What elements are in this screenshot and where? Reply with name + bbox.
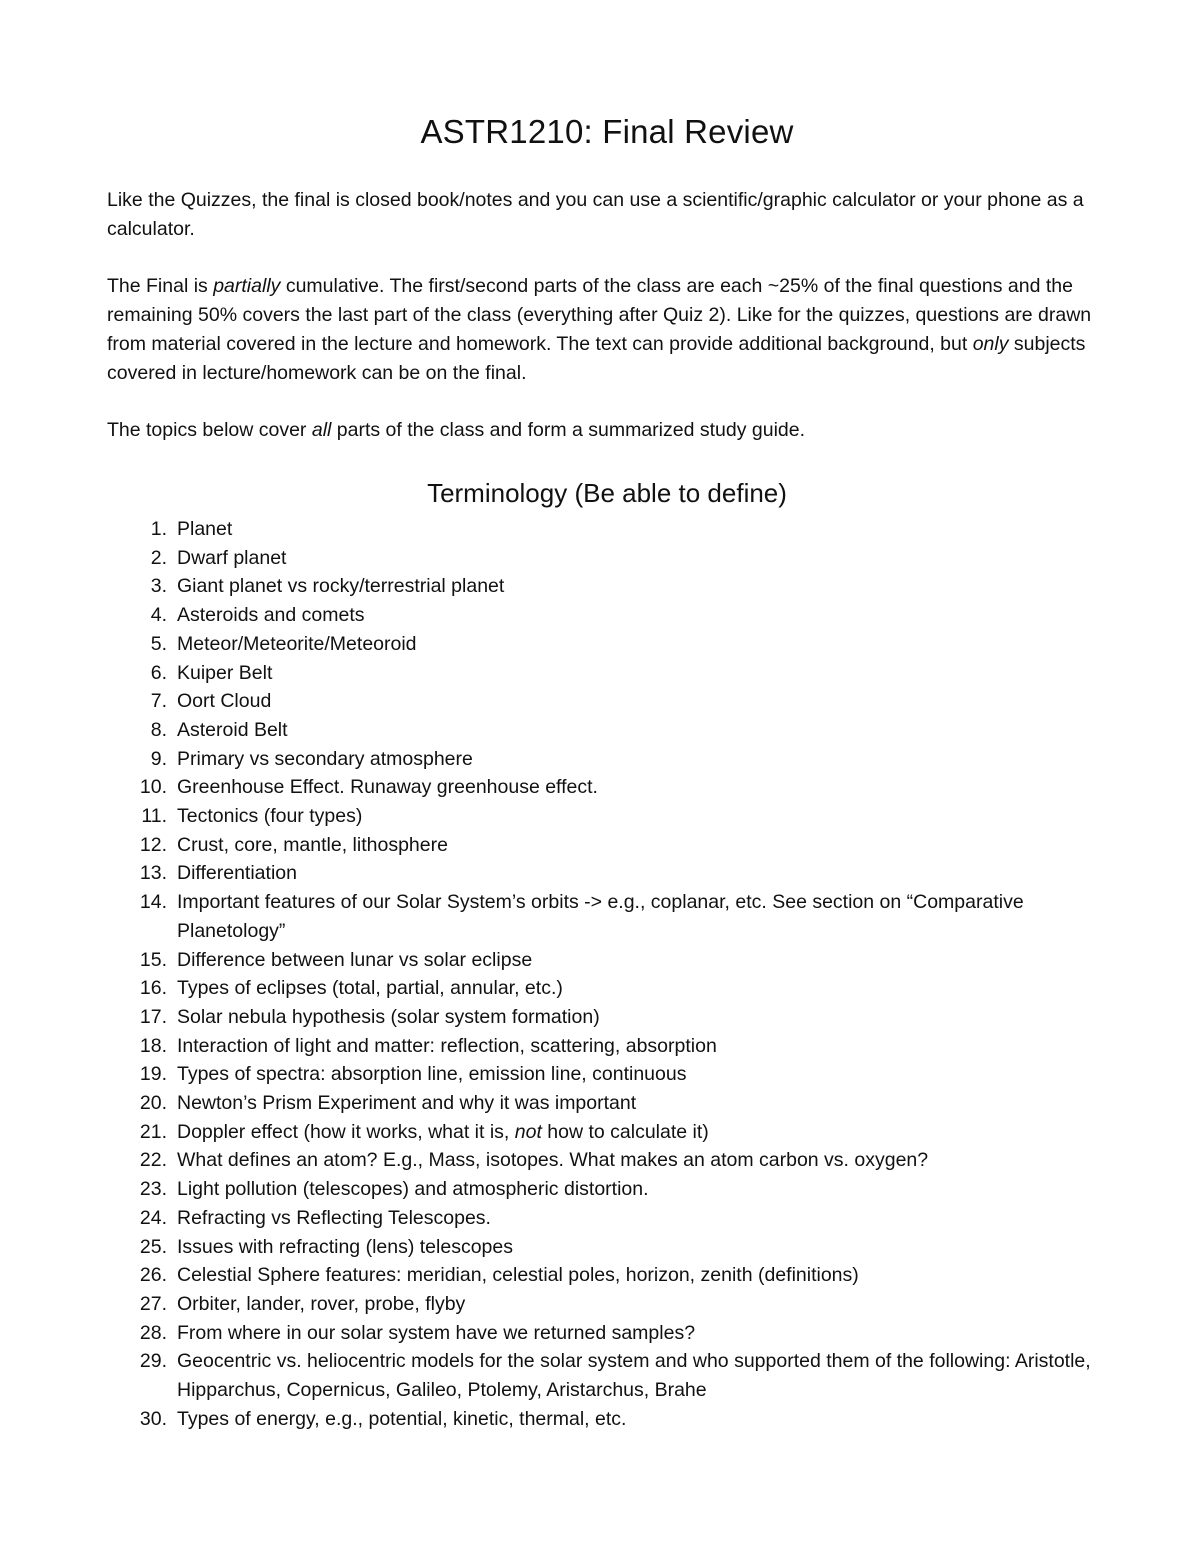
terminology-list <box>107 515 1107 1434</box>
list-item-number: 19. <box>139 1063 167 1086</box>
list-item <box>107 974 1107 1003</box>
list-item <box>107 515 1107 544</box>
list-item <box>107 544 1107 573</box>
list-item-text: Primary vs secondary atmosphere <box>177 747 473 770</box>
list-item-number: 8. <box>150 718 167 741</box>
list-item-text: Solar nebula hypothesis (solar system formation) <box>177 1005 600 1028</box>
list-item-number: 25. <box>139 1235 167 1258</box>
list-item-text: Geocentric vs. heliocentric models for the solar system and who supported them of the following: Aristotle, Hipparchus, Copernicus, Galileo, Ptolemy, Aristarchus, Brahe <box>177 1350 1091 1402</box>
list-item-number: 5. <box>150 632 167 655</box>
intro-p2-emphasis: partially <box>213 275 281 297</box>
list-item-text: Newton’s Prism Experiment and why it was important <box>177 1092 637 1115</box>
list-item-number: 15. <box>139 948 167 971</box>
terminology-heading: Terminology (Be able to define) <box>427 478 787 508</box>
list-item <box>107 773 1107 802</box>
list-item <box>107 601 1107 630</box>
intro-p3-text-a: The topics below cover <box>107 419 312 441</box>
list-item-number: 20. <box>139 1092 167 1115</box>
list-item-text: Crust, core, mantle, lithosphere <box>177 833 448 856</box>
list-item <box>107 1319 1107 1348</box>
list-item <box>107 1003 1107 1032</box>
intro-paragraph-3 <box>107 416 1107 445</box>
list-item <box>107 572 1107 601</box>
list-item <box>107 1290 1107 1319</box>
intro-p3-emphasis: all <box>311 419 332 441</box>
list-item-text: Celestial Sphere features: meridian, celestial poles, horizon, zenith (definitions) <box>177 1264 859 1287</box>
list-item-number: 18. <box>139 1034 167 1057</box>
list-item <box>107 1204 1107 1233</box>
list-item-text: Tectonics (four types) <box>177 805 363 828</box>
list-item <box>107 1347 1107 1404</box>
list-item-number: 28. <box>139 1321 167 1344</box>
list-item-text: Giant planet vs rocky/terrestrial planet <box>177 575 505 598</box>
list-item-text: Refracting vs Reflecting Telescopes. <box>177 1206 491 1229</box>
list-item-number: 7. <box>150 690 167 713</box>
list-item-number: 17. <box>139 1005 167 1028</box>
intro-paragraph-1: Like the Quizzes, the final is closed book/notes and you can use a scientific/graphic calculator or your phone as a calculator. <box>107 189 1084 240</box>
list-item-number: 6. <box>150 661 167 684</box>
list-item <box>107 1261 1107 1290</box>
page-title: ASTR1210: Final Review <box>420 113 794 150</box>
list-item <box>107 659 1107 688</box>
list-item <box>107 745 1107 774</box>
list-item <box>107 1175 1107 1204</box>
list-item-number: 29. <box>139 1350 167 1373</box>
list-item <box>107 1032 1107 1061</box>
list-item <box>107 888 1107 945</box>
intro-p2-emphasis-2: only <box>972 333 1009 355</box>
list-item <box>107 831 1107 860</box>
list-item-text: Greenhouse Effect. Runaway greenhouse effect. <box>177 776 598 799</box>
intro-p2-text-b: cumulative. The first/second parts of the class are each ~25% of the final questions and the remaining 50% covers the last part of the class (everything after Quiz 2). Like for the quizzes, questions are drawn from material covered in the lecture and homework. The text can provide additional background, but <box>107 275 1092 355</box>
list-item-text: Dwarf planet <box>177 546 287 569</box>
list-item-number: 16. <box>139 977 167 1000</box>
list-item-number: 13. <box>139 862 167 885</box>
list-item-text: Important features of our Solar System’s orbits -> e.g., coplanar, etc. See section on “Comparative Planetology” <box>177 891 1024 942</box>
list-item-number: 24. <box>139 1206 167 1229</box>
list-item-number: 23. <box>139 1178 167 1201</box>
list-item-text: Interaction of light and matter: reflection, scattering, absorption <box>177 1034 717 1057</box>
list-item <box>107 1060 1107 1089</box>
list-item-number: 11. <box>141 805 167 828</box>
list-item-text: Issues with refracting (lens) telescopes <box>177 1235 513 1258</box>
list-item-text: Meteor/Meteorite/Meteoroid <box>177 632 417 655</box>
list-item-text: What defines an atom? E.g., Mass, isotopes. What makes an atom carbon vs. oxygen? <box>177 1149 929 1172</box>
list-item-number: 26. <box>139 1264 167 1287</box>
list-item-text: Asteroids and comets <box>177 604 365 627</box>
intro-p2-text-c: subjects covered in lecture/homework can be on the final. <box>107 333 1086 384</box>
list-item-text: From where in our solar system have we returned samples? <box>177 1321 696 1344</box>
list-item-number: 1. <box>150 518 167 540</box>
list-item-number: 4. <box>150 604 167 627</box>
list-item-text: Types of energy, e.g., potential, kinetic, thermal, etc. <box>177 1407 627 1430</box>
list-item-number: 3. <box>150 575 167 598</box>
list-item-number: 27. <box>139 1292 167 1315</box>
intro-p3-text-b: parts of the class and form a summarized study guide. <box>331 419 806 441</box>
list-item <box>107 1233 1107 1262</box>
list-item-number: 22. <box>139 1149 167 1172</box>
list-item-text: Kuiper Belt <box>177 661 273 684</box>
document-page <box>107 108 1107 1434</box>
list-item <box>107 1118 1107 1147</box>
list-item <box>107 946 1107 975</box>
intro-p2-text-a: The Final is <box>107 275 214 297</box>
list-item-text: Doppler effect (how it works, what it is, <box>177 1120 515 1143</box>
list-item <box>107 1405 1107 1434</box>
list-item-text: how to calculate it) <box>541 1120 709 1143</box>
list-item <box>107 1146 1107 1175</box>
list-item-number: 30. <box>139 1407 167 1430</box>
list-item <box>107 1089 1107 1118</box>
list-item-emphasis: not <box>514 1120 542 1143</box>
list-item-number: 12. <box>139 833 167 856</box>
list-item-text: Difference between lunar vs solar eclipse <box>177 948 533 971</box>
list-item-text: Planet <box>177 518 233 540</box>
list-item-number: 10. <box>139 776 167 799</box>
list-item-number: 2. <box>150 546 167 569</box>
list-item-text: Asteroid Belt <box>177 718 288 741</box>
list-item-number: 9. <box>150 747 167 770</box>
list-item-text: Types of eclipses (total, partial, annular, etc.) <box>177 977 563 1000</box>
list-item-number: 14. <box>139 891 167 914</box>
list-item <box>107 687 1107 716</box>
list-item-text: Types of spectra: absorption line, emission line, continuous <box>177 1063 687 1086</box>
list-item-text: Differentiation <box>177 862 297 885</box>
list-item-number: 21. <box>139 1120 167 1143</box>
list-item <box>107 859 1107 888</box>
intro-paragraph-2 <box>107 272 1107 388</box>
list-item-text: Oort Cloud <box>177 690 272 713</box>
list-item <box>107 802 1107 831</box>
list-item <box>107 716 1107 745</box>
list-item-text: Light pollution (telescopes) and atmospheric distortion. <box>177 1178 649 1201</box>
list-item-text: Orbiter, lander, rover, probe, flyby <box>177 1292 466 1315</box>
list-item <box>107 630 1107 659</box>
